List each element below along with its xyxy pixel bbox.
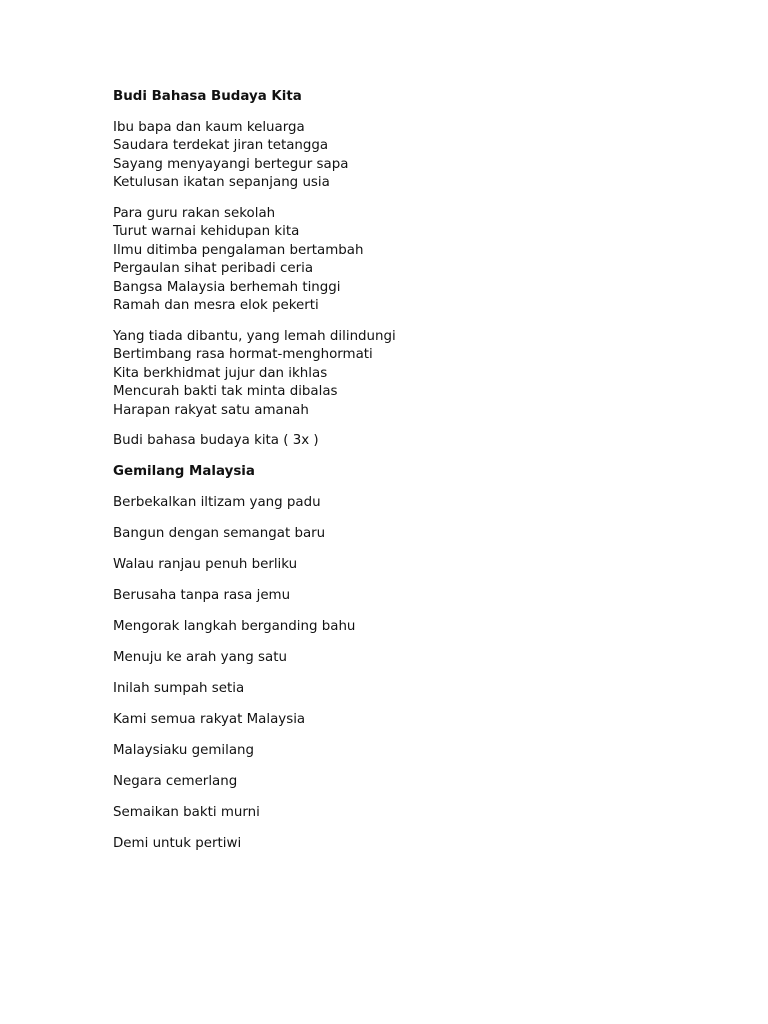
- lyric-line: Para guru rakan sekolah: [113, 205, 276, 221]
- lyric-line: Yang tiada dibantu, yang lemah dilindungi: [113, 328, 396, 344]
- lyric-line: Mencurah bakti tak minta dibalas: [113, 384, 338, 399]
- lyric-line: Pergaulan sihat peribadi ceria: [113, 261, 314, 276]
- stanza-1: [113, 119, 733, 193]
- lyric-line: Kita berkhidmat jujur dan ikhlas: [113, 365, 328, 381]
- lyric-line: Inilah sumpah setia: [113, 681, 245, 696]
- lyric-line: Demi untuk pertiwi: [113, 836, 242, 851]
- lyric-line: Turut warnai kehidupan kita: [113, 224, 300, 239]
- lyric-line: Ketulusan ikatan sepanjang usia: [113, 175, 330, 190]
- stanza-3: [113, 328, 733, 421]
- lyric-line: Bangun dengan semangat baru: [113, 526, 326, 541]
- song2-lyrics: [113, 494, 733, 854]
- lyric-line: Saudara terdekat jiran tetangga: [113, 138, 329, 153]
- stanza-4-chorus: [113, 432, 733, 451]
- lyric-line: Ibu bapa dan kaum keluarga: [113, 119, 305, 135]
- song-title-budi-bahasa: Budi Bahasa Budaya Kita: [113, 89, 302, 104]
- lyric-line: Malaysiaku gemilang: [113, 743, 255, 758]
- lyric-line: Bangsa Malaysia berhemah tinggi: [113, 279, 341, 295]
- lyric-line: Kami semua rakyat Malaysia: [113, 712, 306, 727]
- lyric-line: Harapan rakyat satu amanah: [113, 402, 309, 418]
- lyric-line: Ramah dan mesra elok pekerti: [113, 298, 319, 313]
- lyric-line: Semaikan bakti murni: [113, 805, 260, 820]
- lyric-line: Menuju ke arah yang satu: [113, 650, 287, 665]
- lyric-line: Ilmu ditimba pengalaman bertambah: [113, 242, 364, 258]
- lyric-line: Berusaha tanpa rasa jemu: [113, 588, 291, 603]
- lyric-line: Budi bahasa budaya kita ( 3x ): [113, 433, 319, 448]
- document-page: [113, 88, 733, 854]
- lyric-line: Berbekalkan iltizam yang padu: [113, 495, 321, 510]
- stanza-2: [113, 205, 733, 316]
- lyric-line: Mengorak langkah berganding bahu: [113, 619, 356, 634]
- song-title-gemilang-malaysia: Gemilang Malaysia: [113, 464, 255, 479]
- lyric-line: Sayang menyayangi bertegur sapa: [113, 156, 349, 172]
- lyric-line: Walau ranjau penuh berliku: [113, 557, 298, 572]
- lyric-line: Negara cemerlang: [113, 774, 238, 789]
- lyric-line: Bertimbang rasa hormat-menghormati: [113, 347, 373, 362]
